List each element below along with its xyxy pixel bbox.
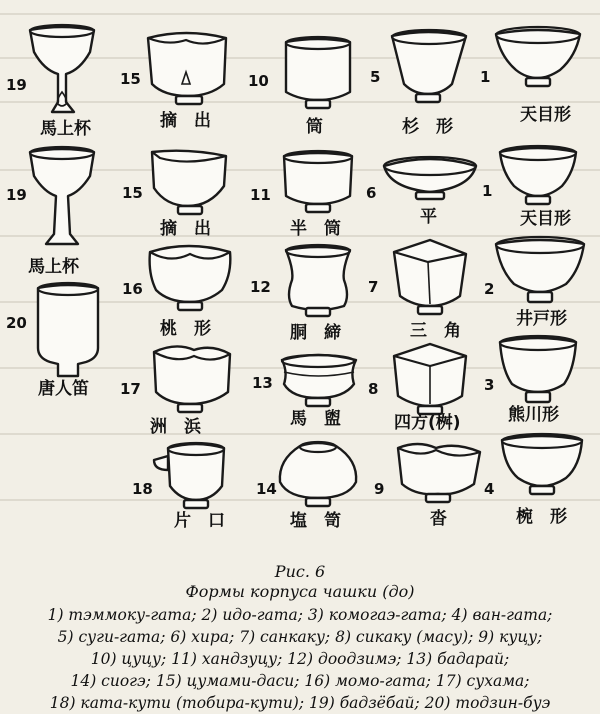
- cup-caption: 井戸形: [516, 309, 567, 329]
- cup-18-kataguchi: [132, 443, 225, 531]
- cup-number: 8: [368, 380, 379, 398]
- cup-number: 11: [250, 186, 271, 204]
- cup-caption: 天目形: [520, 209, 571, 229]
- cup-4-wan: [484, 434, 582, 527]
- cup-caption: 馬 盥: [290, 409, 341, 429]
- cup-caption: 摘 出: [160, 219, 211, 239]
- cup-number: 4: [484, 480, 495, 498]
- cup-caption: 沓: [430, 509, 447, 529]
- cup-caption: 馬上杯: [40, 119, 91, 139]
- cup-number: 9: [374, 480, 385, 498]
- cup-number: 3: [484, 376, 495, 394]
- cup-1b-tenmoku: [482, 146, 576, 229]
- figure-label: Рис. 6: [274, 562, 326, 581]
- cup-19-bajohai: [6, 25, 94, 139]
- cup-1-tenmoku: [480, 27, 580, 125]
- cup-19b-bajohai: [6, 147, 94, 277]
- cup-caption: 椀 形: [516, 507, 567, 527]
- cup-caption: 摘 出: [160, 111, 211, 131]
- cup-number: 19: [6, 76, 27, 94]
- cup-16-momo: [122, 246, 230, 339]
- cup-2-ido: [484, 237, 584, 329]
- legend-line: 14) сиогэ; 15) цумами-даси; 16) момо-гата; 17) сухама;: [70, 672, 530, 690]
- cup-number: 16: [122, 280, 143, 298]
- cup-15b-tsumami: [122, 151, 226, 239]
- cup-9-kutsu: [374, 444, 480, 529]
- cup-number: 18: [132, 480, 153, 498]
- figure-title: Формы корпуса чашки (до): [185, 582, 415, 601]
- cup-8-shikaku: [368, 344, 466, 433]
- cup-number: 17: [120, 380, 141, 398]
- cup-3-komogae: [484, 336, 576, 425]
- cup-13-badarai: [252, 355, 356, 429]
- legend-line: 18) ката-кути (тобира-кути); 19) бадзёбай; 20) тодзин-буэ: [49, 694, 551, 712]
- cup-caption: 平: [420, 207, 437, 227]
- cup-6-hira: [366, 157, 476, 227]
- cup-number: 6: [366, 184, 377, 202]
- cup-caption: 片 口: [174, 511, 225, 531]
- cup-5-sugi: [370, 30, 466, 137]
- cup-number: 5: [370, 68, 381, 86]
- cup-caption: 洲 浜: [150, 417, 201, 437]
- cup-number: 20: [6, 314, 27, 332]
- cup-number: 2: [484, 280, 495, 298]
- legend-line: 5) суги-гата; 6) хира; 7) санкаку; 8) сикаку (масу); 9) куцу;: [57, 628, 543, 646]
- cup-number: 19: [6, 186, 27, 204]
- cup-caption: 熊川形: [508, 405, 559, 425]
- cup-17-suhama: [120, 346, 230, 437]
- cup-number: 12: [250, 278, 271, 296]
- cup-number: 7: [368, 278, 379, 296]
- cup-number: 1: [480, 68, 491, 86]
- cup-7-sankaku: [368, 240, 466, 341]
- cup-number: 15: [122, 184, 143, 202]
- legend-line: 10) цуцу; 11) хандзуцу; 12) доодзимэ; 13) бадарай;: [90, 650, 510, 668]
- cup-14-shioge: [256, 442, 356, 531]
- cup-10-tsutsu: [248, 37, 350, 137]
- cup-12-dojime: [250, 245, 350, 343]
- cup-number: 10: [248, 72, 269, 90]
- cup-15-tsumami: [120, 33, 226, 131]
- cup-number: 1: [482, 182, 493, 200]
- cup-caption: 桃 形: [160, 319, 211, 339]
- cup-caption: 馬上杯: [28, 257, 79, 277]
- cup-caption: 胴 締: [290, 323, 341, 343]
- cup-caption: 唐人笛: [38, 379, 89, 399]
- cup-caption: 天目形: [520, 105, 571, 125]
- cup-number: 13: [252, 374, 273, 392]
- cup-number: 15: [120, 70, 141, 88]
- cup-number: 14: [256, 480, 277, 498]
- cup-caption: 杉 形: [402, 117, 453, 137]
- legend-line: 1) тэммоку-гата; 2) идо-гата; 3) комогаэ-гата; 4) ван-гата;: [47, 606, 553, 624]
- cup-caption: 筒: [306, 117, 323, 137]
- cup-20-tojinbue: [6, 283, 98, 399]
- figure-legend: [0, 604, 600, 714]
- cup-caption: 三 角: [410, 321, 461, 341]
- cup-caption: 塩 笥: [290, 511, 341, 531]
- cup-caption: 半 筒: [290, 219, 341, 239]
- cup-caption: 四方(桝): [394, 413, 461, 433]
- cup-11-hanzutsu: [250, 151, 352, 239]
